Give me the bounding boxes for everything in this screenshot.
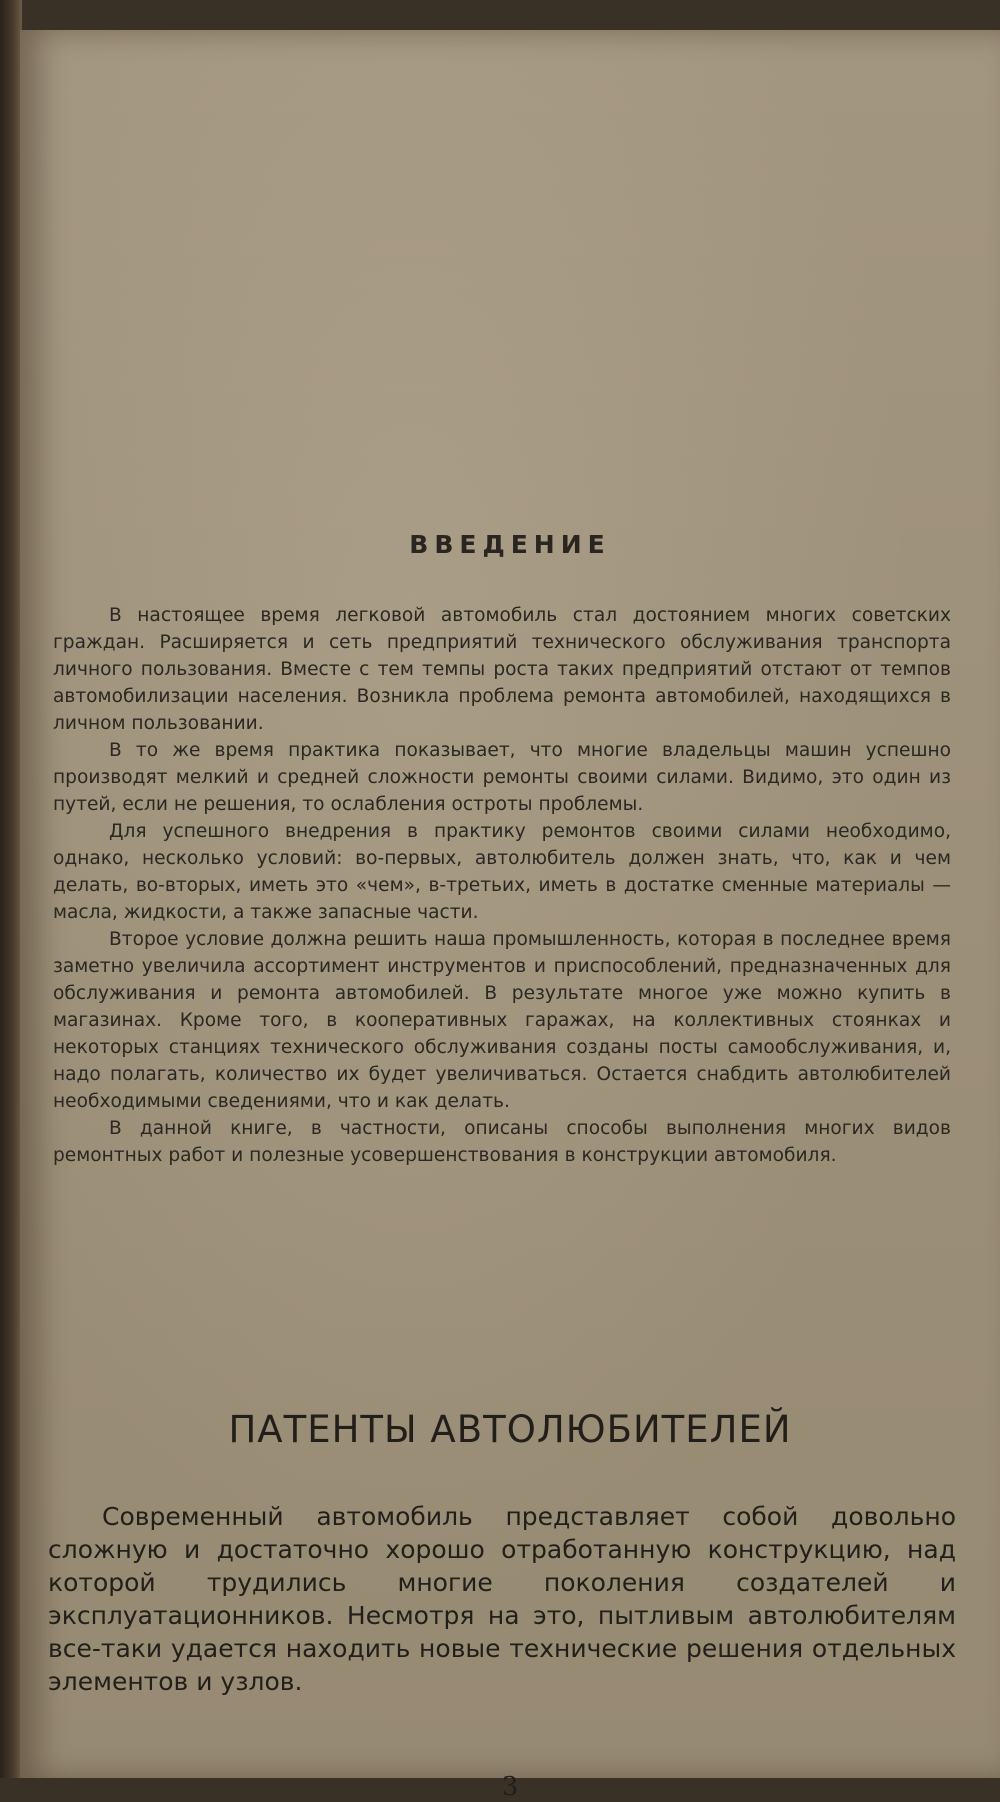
intro-text <box>53 602 951 1169</box>
intro-paragraph-4: Второе условие должна решить наша промышленность, которая в последнее время заметно увеличила ассортимент инструментов и приспособлений, предназначенных для обслуживания и ремонта автомобилей. В результате многое уже можно купить в магазинах. Кроме того, в кооперативных гаражах, на коллективных стоянках и некоторых станциях технического обслуживания созданы посты самообслуживания, и, надо полагать, количество их будет увеличиваться. Остается снабдить автолюбителей необходимыми сведениями, что и как делать. <box>53 929 951 1112</box>
section-text <box>48 1500 956 1698</box>
book-page <box>20 30 1000 1802</box>
section-heading: ПАТЕНТЫ АВТОЛЮБИТЕЛЕЙ <box>228 1408 792 1451</box>
book-spine <box>0 0 22 1778</box>
section-paragraph-1: Современный автомобиль представляет собой довольно сложную и достаточно хорошо отработанную конструкцию, над которой трудились многие поколения создателей и эксплуатационников. Несмотря на это, пытливым автолюбителям все-таки удается находить новые технические решения отдельных элементов и узлов. <box>48 1502 956 1696</box>
intro-paragraph-3: Для успешного внедрения в практику ремонтов своими силами необходимо, однако, несколько условий: во-первых, автолюбитель должен знать, что, как и чем делать, во-вторых, иметь это «чем», в-третьих, иметь в достатке сменные материалы — масла, жидкости, а также запасные части. <box>53 821 951 923</box>
page-number: 3 <box>501 1772 519 1802</box>
intro-paragraph-1: В настоящее время легковой автомобиль стал достоянием многих советских граждан. Расширяется и сеть предприятий технического обслуживания транспорта личного пользования. Вместе с тем темпы роста таких предприятий отстают от темпов автомобилизации населения. Возникла проблема ремонта автомобилей, находящихся в личном пользовании. <box>53 605 951 734</box>
intro-paragraph-5: В данной книге, в частности, описаны способы выполнения многих видов ремонтных работ и полезные усовершенствования в конструкции автомобиля. <box>53 1118 951 1166</box>
intro-heading: ВВЕДЕНИЕ <box>409 530 611 559</box>
intro-paragraph-2: В то же время практика показывает, что многие владельцы машин успешно производят мелкий и средней сложности ремонты своими силами. Видимо, это один из путей, если не решения, то ослабления остроты проблемы. <box>53 740 951 815</box>
